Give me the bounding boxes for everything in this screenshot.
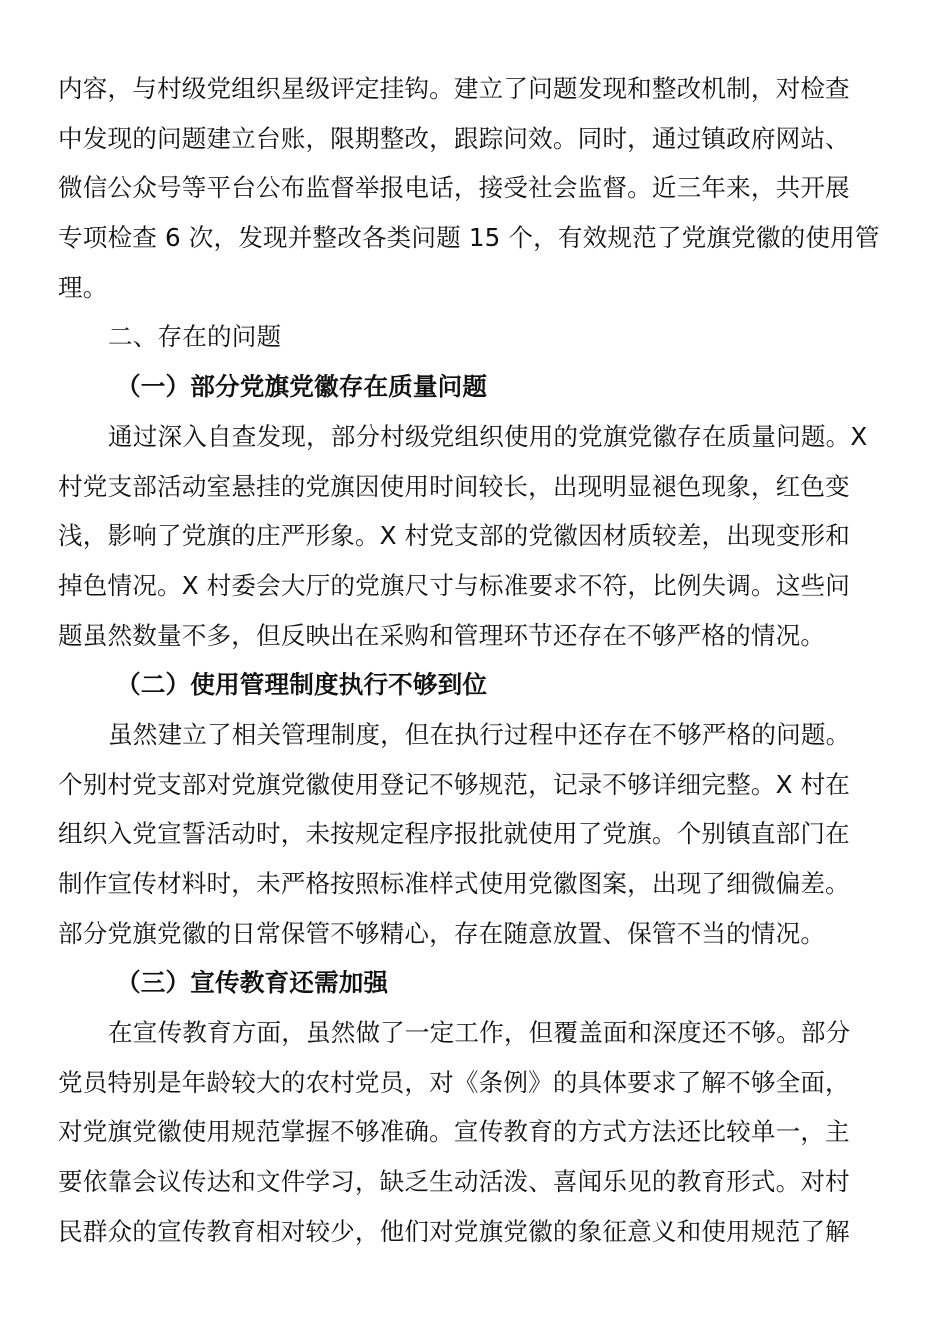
- subsection-heading: （三）宣传教育还需加强: [116, 968, 389, 998]
- paragraph-line: 专项检查 6 次，发现并整改各类问题 15 个，有效规范了党旗党徽的使用管: [58, 223, 880, 253]
- paragraph-line: 题虽然数量不多，但反映出在采购和管理环节还存在不够严格的情况。: [58, 620, 826, 650]
- subsection-heading: （一）部分党旗党徽存在质量问题: [116, 372, 488, 402]
- paragraph-line: 中发现的问题建立台账，限期整改，跟踪问效。同时，通过镇政府网站、: [58, 123, 850, 153]
- paragraph-line: 掉色情况。X 村委会大厅的党旗尺寸与标准要求不符，比例失调。这些问: [58, 570, 851, 600]
- paragraph-line: 通过深入自查发现，部分村级党组织使用的党旗党徽存在质量问题。X: [108, 421, 868, 451]
- paragraph-line: 村党支部活动室悬挂的党旗因使用时间较长，出现明显褪色现象，红色变: [58, 471, 850, 501]
- paragraph-line: 制作宣传材料时，未严格按照标准样式使用党徽图案，出现了细微偏差。: [58, 869, 850, 898]
- paragraph-line: 要依靠会议传达和文件学习，缺乏生动活泼、喜闻乐见的教育形式。对村: [58, 1167, 850, 1197]
- paragraph-line: 虽然建立了相关管理制度，但在执行过程中还存在不够严格的问题。: [108, 719, 851, 749]
- paragraph-line: 部分党旗党徽的日常保管不够精心，存在随意放置、保管不当的情况。: [58, 918, 826, 948]
- subsection-heading: （二）使用管理制度执行不够到位: [116, 670, 488, 700]
- paragraph-line: 在宣传教育方面，虽然做了一定工作，但覆盖面和深度还不够。部分: [108, 1018, 851, 1048]
- paragraph-line: 民群众的宣传教育相对较少，他们对党旗党徽的象征意义和使用规范了解: [58, 1216, 850, 1246]
- paragraph-line: 浅，影响了党旗的庄严形象。X 村党支部的党徽因材质较差，出现变形和: [58, 521, 851, 551]
- paragraph-line: 内容，与村级党组织星级评定挂钩。建立了问题发现和整改机制，对检查: [58, 74, 850, 103]
- paragraph-line: 组织入党宣誓活动时，未按规定程序报批就使用了党旗。个别镇直部门在: [58, 819, 850, 849]
- paragraph-line: 党员特别是年龄较大的农村党员，对《条例》的具体要求了解不够全面，: [58, 1067, 850, 1097]
- document-page: [58, 64, 884, 1257]
- paragraph-line: 理。: [58, 272, 108, 302]
- paragraph-line: 微信公众号等平台公布监督举报电话，接受社会监督。近三年来，共开展: [58, 173, 850, 203]
- section-heading: 二、存在的问题: [108, 322, 282, 352]
- paragraph-line: 对党旗党徽使用规范掌握不够准确。宣传教育的方式方法还比较单一，主: [58, 1117, 850, 1147]
- paragraph-line: 个别村党支部对党旗党徽使用登记不够规范，记录不够详细完整。X 村在: [58, 769, 851, 799]
